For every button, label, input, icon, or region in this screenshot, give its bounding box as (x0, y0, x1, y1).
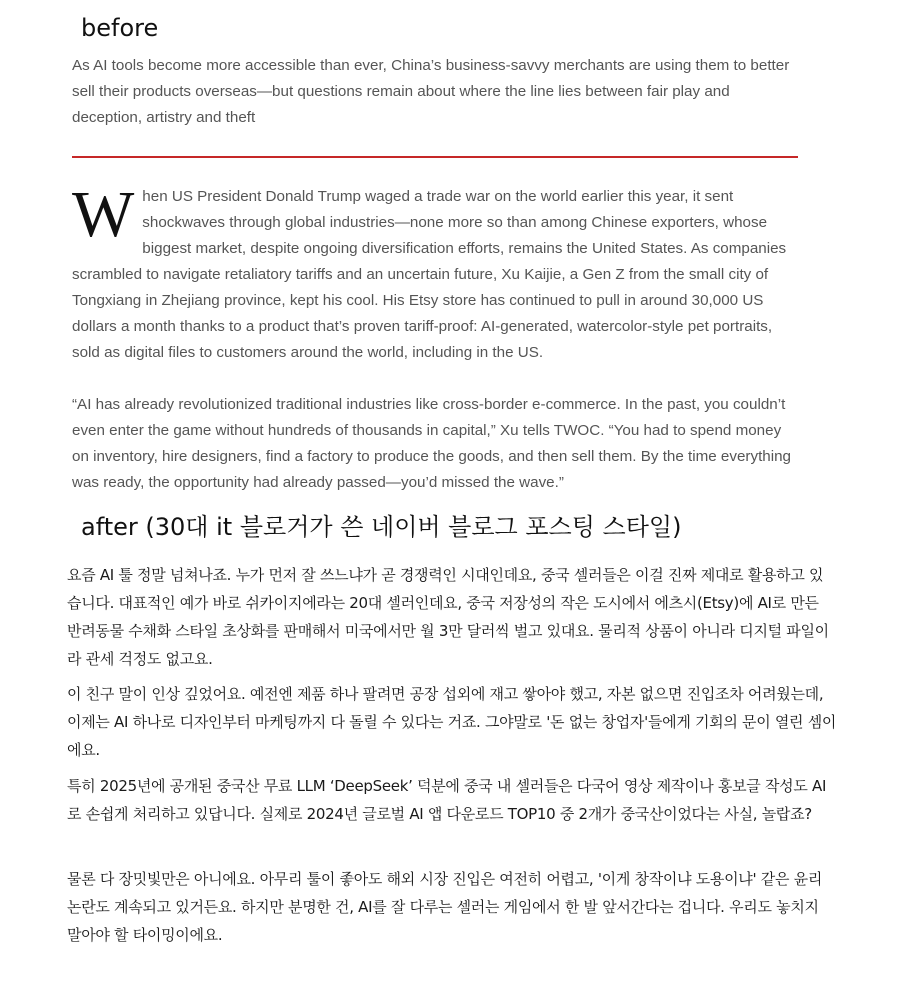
blog-paragraph-4: 물론 다 장밋빛만은 아니에요. 아무리 툴이 좋아도 해외 시장 진입은 여전히 어렵고, '이게 창작이냐 도용이냐' 같은 윤리 논란도 계속되고 있거든요. 하지만 분명한 건, AI를 잘 다루는 셀러는 게임에서 한 발 앞서간다는 겁니다. 우리도 놓치지 말아야 할 타이밍이에요. (67, 870, 823, 944)
article-paragraph-1 (72, 178, 802, 366)
blog-paragraph-1: 요즘 AI 툴 정말 넘쳐나죠. 누가 먼저 잘 쓰느냐가 곧 경쟁력인 시대인데요, 중국 셀러들은 이걸 진짜 제대로 활용하고 있습니다. 대표적인 예가 바로 쉬카이지에라는 20대 셀러인데요, 중국 저장성의 작은 도시에서 에츠시(Etsy)에 AI로 만든 반려동물 수채화 스타일 초상화를 판매해서 미국에서만 월 3만 달러씩 벌고 있대요. 물리적 상품이 아니라 디지털 파일이라 관세 걱정도 없고요. (67, 566, 829, 668)
article-lede: As AI tools become more accessible than ever, China’s business-savvy merchants are using them to better sell their products overseas—but questions remain about where the line lies between fair play and deception, artistry and theft (72, 57, 790, 126)
after-heading: after (30대 it 블로거가 쓴 네이버 블로그 포스팅 스타일) (81, 513, 682, 541)
red-divider (72, 156, 798, 158)
article-paragraph-2: “AI has already revolutionized traditional industries like cross-border e-commerce. In the past, you couldn’t even enter the game without hundreds of thousands in capital,” Xu tells TWOC. “You had to spend money on inventory, hire designers, find a factory to produce the goods, and then sell them. By the time everything was ready, the opportunity had already passed—you’d missed the wave.” (72, 396, 792, 491)
blog-paragraph-3: 특히 2025년에 공개된 중국산 무료 LLM ‘DeepSeek’ 덕분에 중국 내 셀러들은 다국어 영상 제작이나 홍보글 작성도 AI로 손쉽게 처리하고 있답니다. 실제로 2024년 글로벌 AI 앱 다운로드 TOP10 중 2개가 중국산이었다는 사실, 놀랍죠? (67, 777, 827, 823)
paragraph-1-text: hen US President Donald Trump waged a trade war on the world earlier this year, it sent shockwaves through global industries—none more so than among Chinese exporters, whose biggest market, despite ongoing diversification efforts, remains the United States. As companies scrambled to navigate retaliatory tariffs and an uncertain future, Xu Kaijie, a Gen Z from the small city of Tongxiang in Zhejiang province, kept his cool. His Etsy store has continued to pull in around 30,000 US dollars a month thanks to a product that’s proven tariff-proof: AI-generated, watercolor-style pet portraits, sold as digital files to customers around the world, including in the US. (72, 188, 787, 361)
blog-paragraph-2: 이 친구 말이 인상 깊었어요. 예전엔 제품 하나 팔려면 공장 섭외에 재고 쌓아야 했고, 자본 없으면 진입조차 어려웠는데, 이제는 AI 하나로 디자인부터 마케팅까지 다 돌릴 수 있다는 거죠. 그야말로 '돈 없는 창업자'들에게 기회의 문이 열린 셈이에요. (67, 685, 837, 759)
drop-cap: W (72, 178, 135, 251)
before-heading: before (81, 14, 159, 42)
